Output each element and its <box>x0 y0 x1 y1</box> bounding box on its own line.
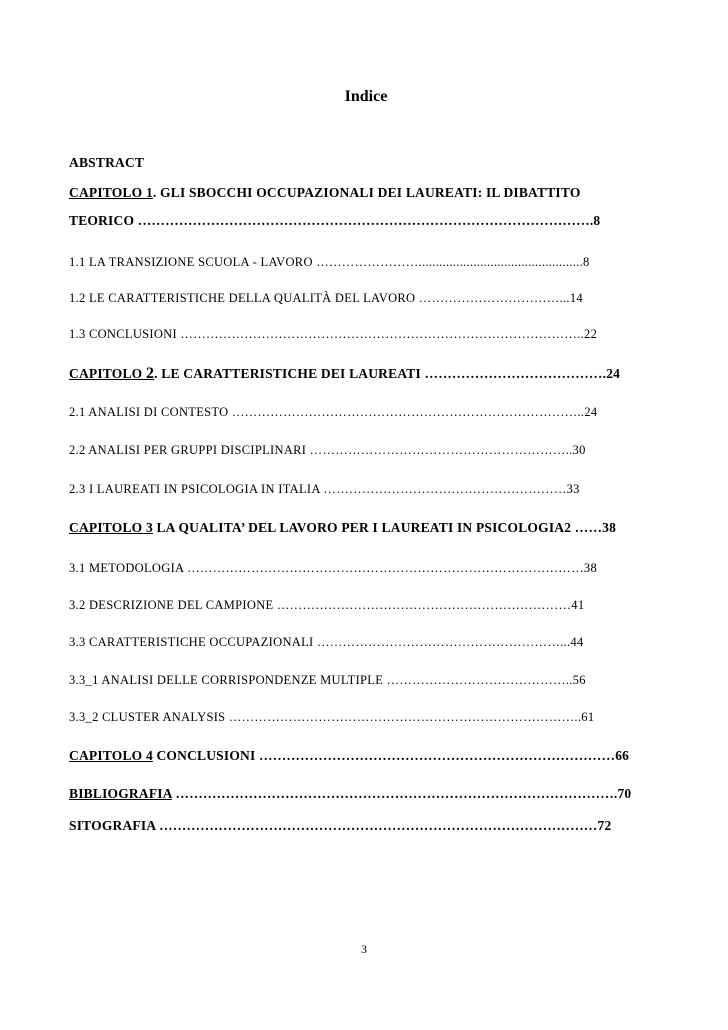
chapter-4-label: CAPITOLO 4 <box>69 748 153 763</box>
toc-chapter-4 <box>69 748 659 764</box>
toc-section-2-2: 2.2 ANALISI PER GRUPPI DISCIPLINARI ……………………………………………………..30 <box>69 443 586 457</box>
chapter-2-label-word: CAPITOLO <box>69 366 146 381</box>
toc-section-1-2: 1.2 LE CARATTERISTICHE DELLA QUALITÀ DEL LAVORO ……………………………...14 <box>69 291 583 305</box>
toc-section-3-3: 3.3 CARATTERISTICHE OCCUPAZIONALI …………………………………………………...44 <box>69 635 584 649</box>
chapter-4-title: CONCLUSIONI ……………………………………………………………………66 <box>152 748 630 763</box>
toc-section-2-1: 2.1 ANALISI DI CONTESTO ………………………………………………………………………..24 <box>69 405 598 419</box>
chapter-2-title: . LE CARATTERISTICHE DEI LAUREATI ………………………………….24 <box>154 366 621 381</box>
toc-section-1-1: 1.1 LA TRANSIZIONE SCUOLA - LAVORO ……………………................................................8 <box>69 255 590 269</box>
chapter-2-label-number: 2 <box>145 365 155 382</box>
toc-chapter-2 <box>69 365 659 383</box>
toc-chapter-1-line-2: TEORICO ……………………………………………………………………………………….8 <box>69 213 601 228</box>
chapter-1-label: CAPITOLO 1 <box>69 185 153 200</box>
toc-sitografia: SITOGRAFIA ……………………………………………………………………………………72 <box>69 818 612 833</box>
chapter-3-label: CAPITOLO 3 <box>69 520 153 535</box>
chapter-2-label <box>69 366 154 381</box>
chapter-1-title: . GLI SBOCCHI OCCUPAZIONALI DEI LAUREATI: IL DIBATTITO <box>152 185 581 200</box>
toc-section-1-3: 1.3 CONCLUSIONI …………………………………………………………………………………..22 <box>69 327 598 341</box>
toc-section-3-1: 3.1 METODOLOGIA …………………………………………………………………………………38 <box>69 561 598 575</box>
toc-abstract: ABSTRACT <box>69 155 145 170</box>
toc-section-3-3-2: 3.3_2 CLUSTER ANALYSIS ………………………………………………………………………..61 <box>69 710 595 724</box>
toc-bibliografia <box>69 786 659 802</box>
toc-section-3-2: 3.2 DESCRIZIONE DEL CAMPIONE ……………………………………………………………41 <box>69 598 585 612</box>
bibliografia-label: BIBLIOGRAFIA <box>69 786 172 801</box>
page-title: Indice <box>344 88 388 105</box>
toc-chapter-1-line-1 <box>69 185 659 201</box>
toc-chapter-3 <box>69 520 659 536</box>
toc-section-2-3: 2.3 I LAUREATI IN PSICOLOGIA IN ITALIA …………………………………………………33 <box>69 482 580 496</box>
page-number: 3 <box>361 942 367 956</box>
toc-section-3-3-1: 3.3_1 ANALISI DELLE CORRISPONDENZE MULTIPLE ……………………………………..56 <box>69 673 586 687</box>
chapter-3-title: LA QUALITA’ DEL LAVORO PER I LAUREATI IN PSICOLOGIA2 ……38 <box>152 520 617 535</box>
bibliografia-leader: …………………………………………………………………………………….70 <box>171 786 632 801</box>
